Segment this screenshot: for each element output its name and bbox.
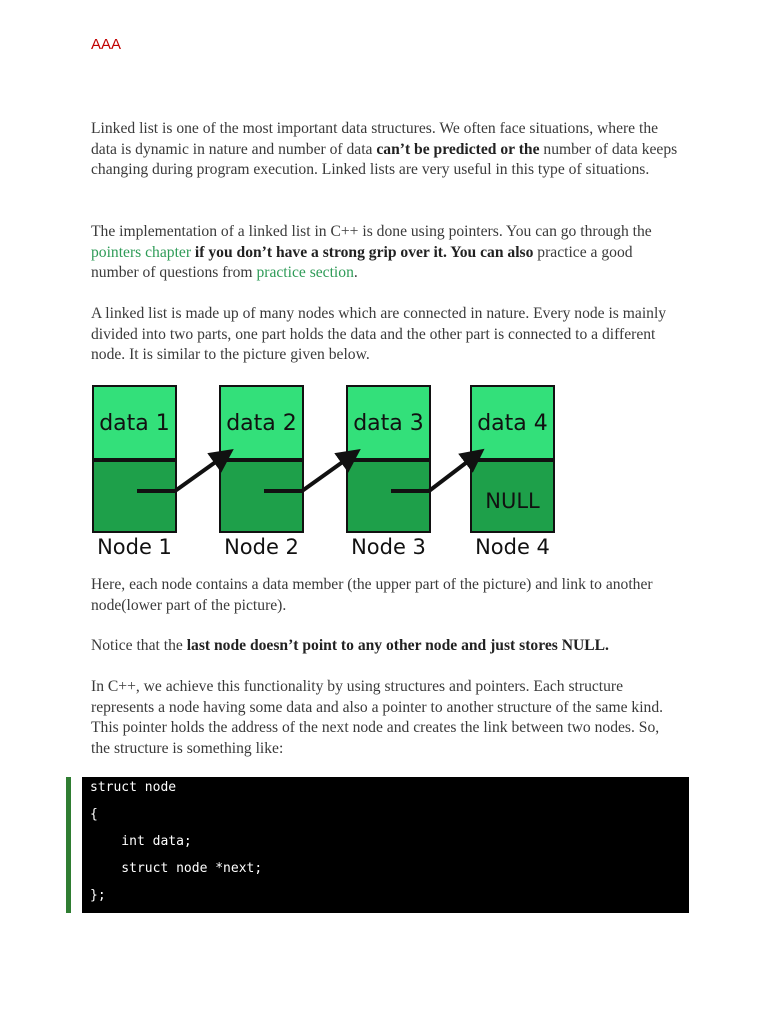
null-note-text: Notice that the xyxy=(91,637,187,654)
node-data-text: data 1 xyxy=(99,411,170,436)
code-line: }; xyxy=(90,888,106,903)
list-node xyxy=(471,386,554,559)
paragraph-implementation xyxy=(91,222,681,284)
node-label: Node 1 xyxy=(97,535,172,559)
node-pointer-cell xyxy=(347,460,430,532)
code-line: struct node xyxy=(90,780,177,795)
practice-section-link[interactable]: practice section xyxy=(256,264,354,281)
intro-text-end: number of data keeps changing during program execution. Linked lists are very useful in this type of situations. xyxy=(91,140,678,178)
node-label: Node 3 xyxy=(351,535,426,559)
code-line: struct node *next; xyxy=(90,861,263,876)
node-pointer-cell xyxy=(220,460,303,532)
code-line: { xyxy=(90,807,98,822)
paragraph-nodes: A linked list is made up of many nodes which are connected in nature. Every node is mainly divided into two parts, one part holds the data and the other part is connected to a different node. It is similar to the picture given below. xyxy=(91,305,667,363)
code-block-accent xyxy=(66,777,71,913)
node-data-text: data 4 xyxy=(477,411,548,436)
list-node xyxy=(220,386,303,559)
paragraph-node-description: Here, each node contains a data member (the upper part of the picture) and link to another node(lower part of the picture). xyxy=(91,576,653,614)
pointers-chapter-link[interactable]: pointers chapter xyxy=(91,243,192,261)
implementation-text-2: practice a good number of questions from xyxy=(91,243,633,281)
intro-bold-text: can’t be predicted or the xyxy=(376,140,540,158)
implementation-period: . xyxy=(353,264,358,281)
node-label: Node 2 xyxy=(224,535,299,559)
code-line: int data; xyxy=(90,834,192,849)
linked-list-diagram xyxy=(91,384,565,560)
paragraph-structures: In C++, we achieve this functionality by using structures and pointers. Each structure represents a node having some data and also a pointer to another structure of the same kind. This pointer holds the address of the next node and creates the link between two nodes. So, the structure is something like: xyxy=(91,678,664,757)
paragraph-intro xyxy=(91,119,681,181)
node-data-text: data 2 xyxy=(226,411,297,436)
code-block xyxy=(82,777,689,913)
intro-text: Linked list is one of the most important data structures. We often face situations, where the data is dynamic in nature and number of data xyxy=(91,120,659,158)
paragraph-null-note xyxy=(91,636,681,657)
null-text: NULL xyxy=(485,489,540,513)
list-node xyxy=(93,386,176,559)
list-node xyxy=(347,386,430,559)
node-label: Node 4 xyxy=(475,535,550,559)
node-data-text: data 3 xyxy=(353,411,424,436)
page-header: AAA xyxy=(91,36,122,53)
implementation-text: The implementation of a linked list in C++ is done using pointers. You can go through the xyxy=(91,223,652,240)
null-note-bold-text: last node doesn’t point to any other node and just stores NULL. xyxy=(186,637,609,654)
node-pointer-cell xyxy=(93,460,176,532)
implementation-bold-text: if you don’t have a strong grip over it. You can also xyxy=(191,243,534,261)
